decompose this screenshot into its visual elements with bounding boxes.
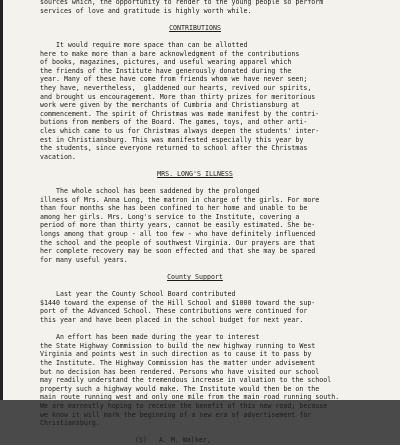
text-line: sources which, the opportunity to render to the young people so perform bbox=[40, 0, 324, 6]
text-line: period of more than thirty years, cannot be easily estimated. She be- bbox=[40, 221, 316, 230]
text-line: the students, since everyone returned to school after the Christmas bbox=[40, 144, 308, 153]
text-line: of books, magazines, pictures, and useful wearing apparel which bbox=[40, 58, 292, 67]
text-line: The whole school has been saddened by the prolonged bbox=[40, 187, 260, 196]
text-line: services of love and gratitude is highly worth while. bbox=[40, 6, 252, 15]
text-line: may readily understand the tremendous increase in valuation to the school bbox=[40, 376, 332, 385]
text-line: Christiansburg. bbox=[40, 419, 100, 428]
intro-paragraph bbox=[40, 0, 390, 15]
text-line: main route running west and only one mile from the main road running south. bbox=[40, 393, 340, 402]
contributions-paragraph bbox=[40, 41, 390, 161]
scan-edge bbox=[0, 0, 3, 400]
text-line: longs among that group - all too few - who have definitely influenced bbox=[40, 230, 316, 239]
text-line: Last year the County School Board contributed bbox=[40, 290, 236, 299]
text-line: they have, nevertheless, gladdened our hearts, revived our spirits, bbox=[40, 83, 312, 92]
text-line: butions from members of the Board. The games, toys, and other arti- bbox=[40, 118, 308, 127]
text-line: but no decision has been rendered. Persons who have visited our school bbox=[40, 367, 320, 376]
section-heading-contributions: CONTRIBUTIONS bbox=[169, 23, 221, 32]
text-line: year. Many of these have come from friends whom we have never seen; bbox=[40, 75, 308, 84]
text-line: the friends of the Institute have generously donated during the bbox=[40, 66, 292, 75]
county-paragraph bbox=[40, 290, 390, 324]
text-line: than four months she has been confined to her home and unable to be bbox=[40, 204, 308, 213]
text-line: work were given by the merchants of Cumbria and Christiansburg at bbox=[40, 101, 300, 110]
text-line: illness of Mrs. Anna Long, the matron in charge of the girls. For more bbox=[40, 195, 320, 204]
text-line: her complete recovery may be soon effected and that she may be spared bbox=[40, 247, 316, 256]
text-line: Virginia and points west in such direction as to cause it to pass by bbox=[40, 350, 312, 359]
text-line: commencement. The spirit of Christmas was made manifest by the contri- bbox=[40, 109, 320, 118]
text-line: the State Highway Commission to build the new highway running to West bbox=[40, 341, 316, 350]
text-line: among her girls. Mrs. Long's service to the Institute, covering a bbox=[40, 212, 300, 221]
highway-paragraph bbox=[40, 333, 390, 428]
text-line: the Institute. The Highway Commission has the matter under advisement bbox=[40, 358, 316, 367]
section-heading-illness: MRS. LONG'S ILLNESS bbox=[157, 169, 233, 178]
text-line: port of the Advanced School. These contributions were continued for bbox=[40, 307, 308, 316]
text-line: We are earnestly hoping to receive the benefit of this new road; because bbox=[40, 401, 328, 410]
text-line: for many useful years. bbox=[40, 255, 128, 264]
text-line: the school and the people of southwest Virginia. Our prayers are that bbox=[40, 238, 316, 247]
illness-paragraph bbox=[40, 187, 390, 264]
text-line: here to make more than a bare acknowledgment of the contributions bbox=[40, 49, 300, 58]
signature-line: (S) A. M. Walker, bbox=[135, 436, 211, 445]
text-line: property such a highway would make. The Institute would then be on the bbox=[40, 384, 320, 393]
text-line: It would require more space than can be allotted bbox=[40, 40, 248, 49]
text-line: this year and have been placed in the school budget for next year. bbox=[40, 315, 304, 324]
text-line: $1440 toward the expense of the Hill School and $1000 toward the sup- bbox=[40, 298, 316, 307]
text-line: we know it will mark the beginning of a new era of advertisement for bbox=[40, 410, 312, 419]
section-heading-county-support: County Support bbox=[167, 273, 223, 281]
text-line: vacation. bbox=[40, 152, 76, 161]
text-line: and brought us encouragement. More than thirty prizes for meritorious bbox=[40, 92, 316, 101]
text-line: An effort has been made during the year to interest bbox=[40, 333, 260, 342]
text-line: est in Christiansburg. This was manifested especially this year by bbox=[40, 135, 304, 144]
text-line: cles which came to us for Christmas always deepen the students' inter- bbox=[40, 126, 320, 135]
document-body bbox=[40, 0, 390, 445]
